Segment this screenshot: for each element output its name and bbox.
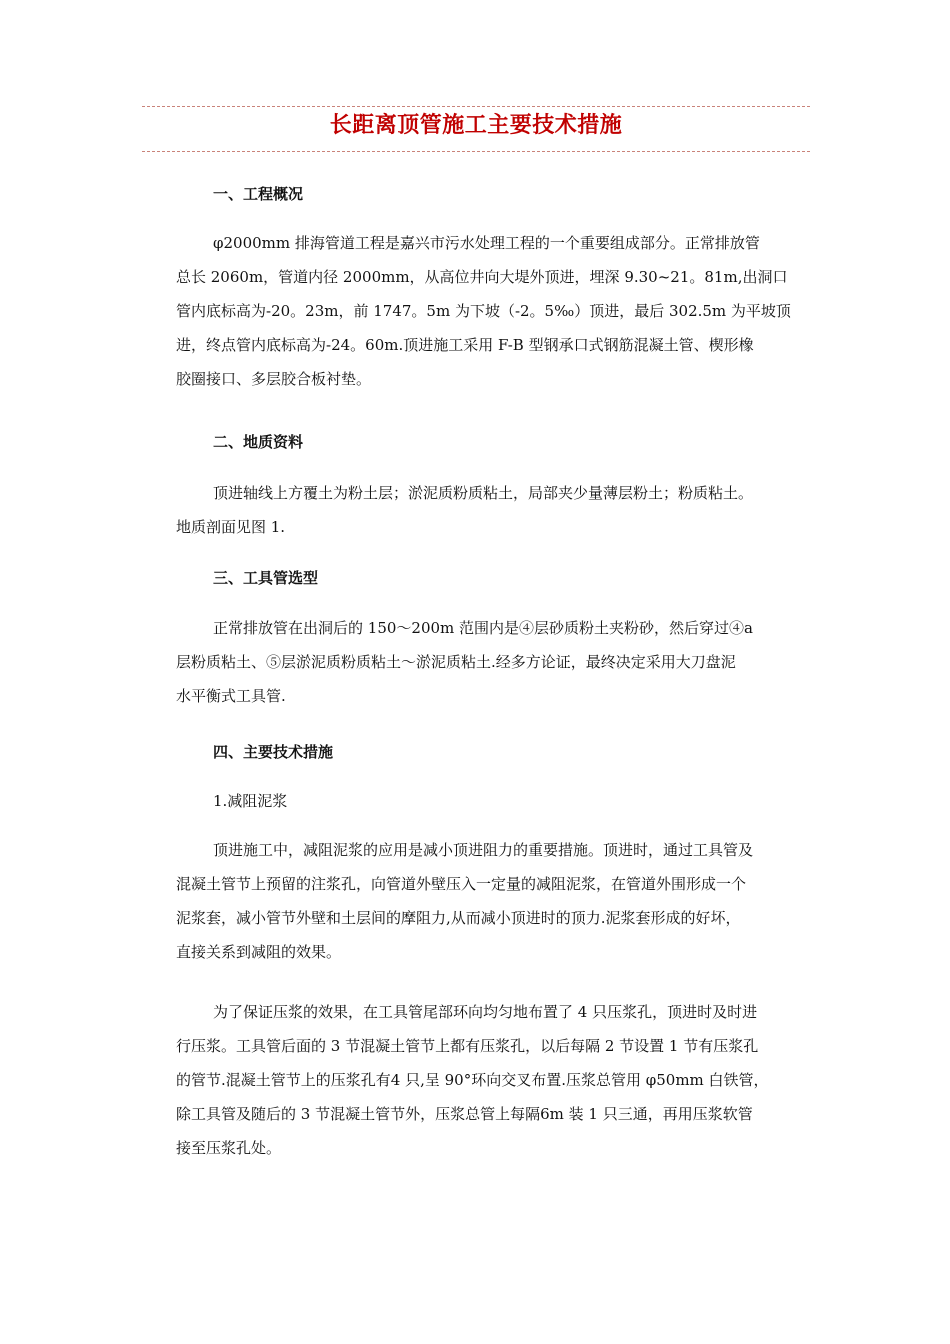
paragraph-tool-pipe (176, 611, 810, 713)
section-heading-tool-pipe: 三、工具管选型 (213, 569, 319, 587)
text-line: 顶进施工中，减阻泥浆的应用是减小顶进阻力的重要措施。顶进时，通过工具管及 (213, 841, 754, 859)
text-line: 混凝土管节上预留的注浆孔，向管道外壁压入一定量的减阻泥浆，在管道外围形成一个 (176, 875, 747, 893)
paragraph-mud-2 (176, 995, 810, 1165)
paragraph-geology (176, 476, 810, 544)
text-line: φ2000mm 排海管道工程是嘉兴市污水处理工程的一个重要组成部分。正常排放管 (213, 234, 760, 252)
text-line: 行压浆。工具管后面的 3 节混凝土管节上都有压浆孔，以后每隔 2 节设置 1 节有压浆孔 (176, 1037, 759, 1055)
section-heading-measures: 四、主要技术措施 (213, 743, 334, 761)
text-line: 地质剖面见图 1. (176, 518, 286, 536)
document-title: 长距离顶管施工主要技术措施 (329, 112, 623, 138)
section-heading-geology: 二、地质资料 (213, 433, 304, 451)
subsection-heading-mud: 1.减阻泥浆 (213, 792, 288, 810)
text-line: 直接关系到减阻的效果。 (176, 943, 342, 961)
text-line: 水平衡式工具管. (176, 687, 286, 705)
paragraph-mud-1 (176, 833, 810, 969)
text-line: 层粉质粘土、⑤层淤泥质粉质粘土～淤泥质粘土.经多方论证，最终决定采用大刀盘泥 (176, 653, 736, 671)
text-line: 接至压浆孔处。 (176, 1139, 282, 1157)
text-line: 管内底标高为-20。23m，前 1747。5m 为下坡（-2。5‰）顶进，最后 302.5m 为平坡顶 (176, 302, 791, 320)
text-line: 的管节.混凝土管节上的压浆孔有4 只,呈 90°环向交叉布置.压浆总管用 φ50mm 白铁管， (176, 1071, 769, 1089)
text-line: 顶进轴线上方覆土为粉土层；淤泥质粉质粘土，局部夹少量薄层粉土；粉质粘土。 (213, 484, 754, 502)
text-line: 总长 2060m，管道内径 2000mm，从高位井向大堤外顶进，埋深 9.30~21。81m,出洞口 (176, 268, 788, 286)
text-line: 胶圈接口、多层胶合板衬垫。 (176, 370, 372, 388)
title-top-divider (142, 106, 810, 107)
title-bottom-divider (142, 151, 810, 152)
paragraph-overview (176, 226, 810, 396)
text-line: 正常排放管在出洞后的 150～200m 范围内是④层砂质粉土夹粉砂，然后穿过④a (213, 619, 753, 637)
text-line: 除工具管及随后的 3 节混凝土管节外，压浆总管上每隔6m 装 1 只三通，再用压浆软管 (176, 1105, 753, 1123)
text-line: 泥浆套，减小管节外壁和土层间的摩阻力,从而减小顶进时的顶力.泥浆套形成的好坏， (176, 909, 741, 927)
section-heading-overview: 一、工程概况 (213, 185, 304, 203)
text-line: 为了保证压浆的效果，在工具管尾部环向均匀地布置了 4 只压浆孔，顶进时及时进 (213, 1003, 758, 1021)
text-line: 进，终点管内底标高为-24。60m.顶进施工采用 F-B 型钢承口式钢筋混凝土管、楔形橡 (176, 336, 754, 354)
